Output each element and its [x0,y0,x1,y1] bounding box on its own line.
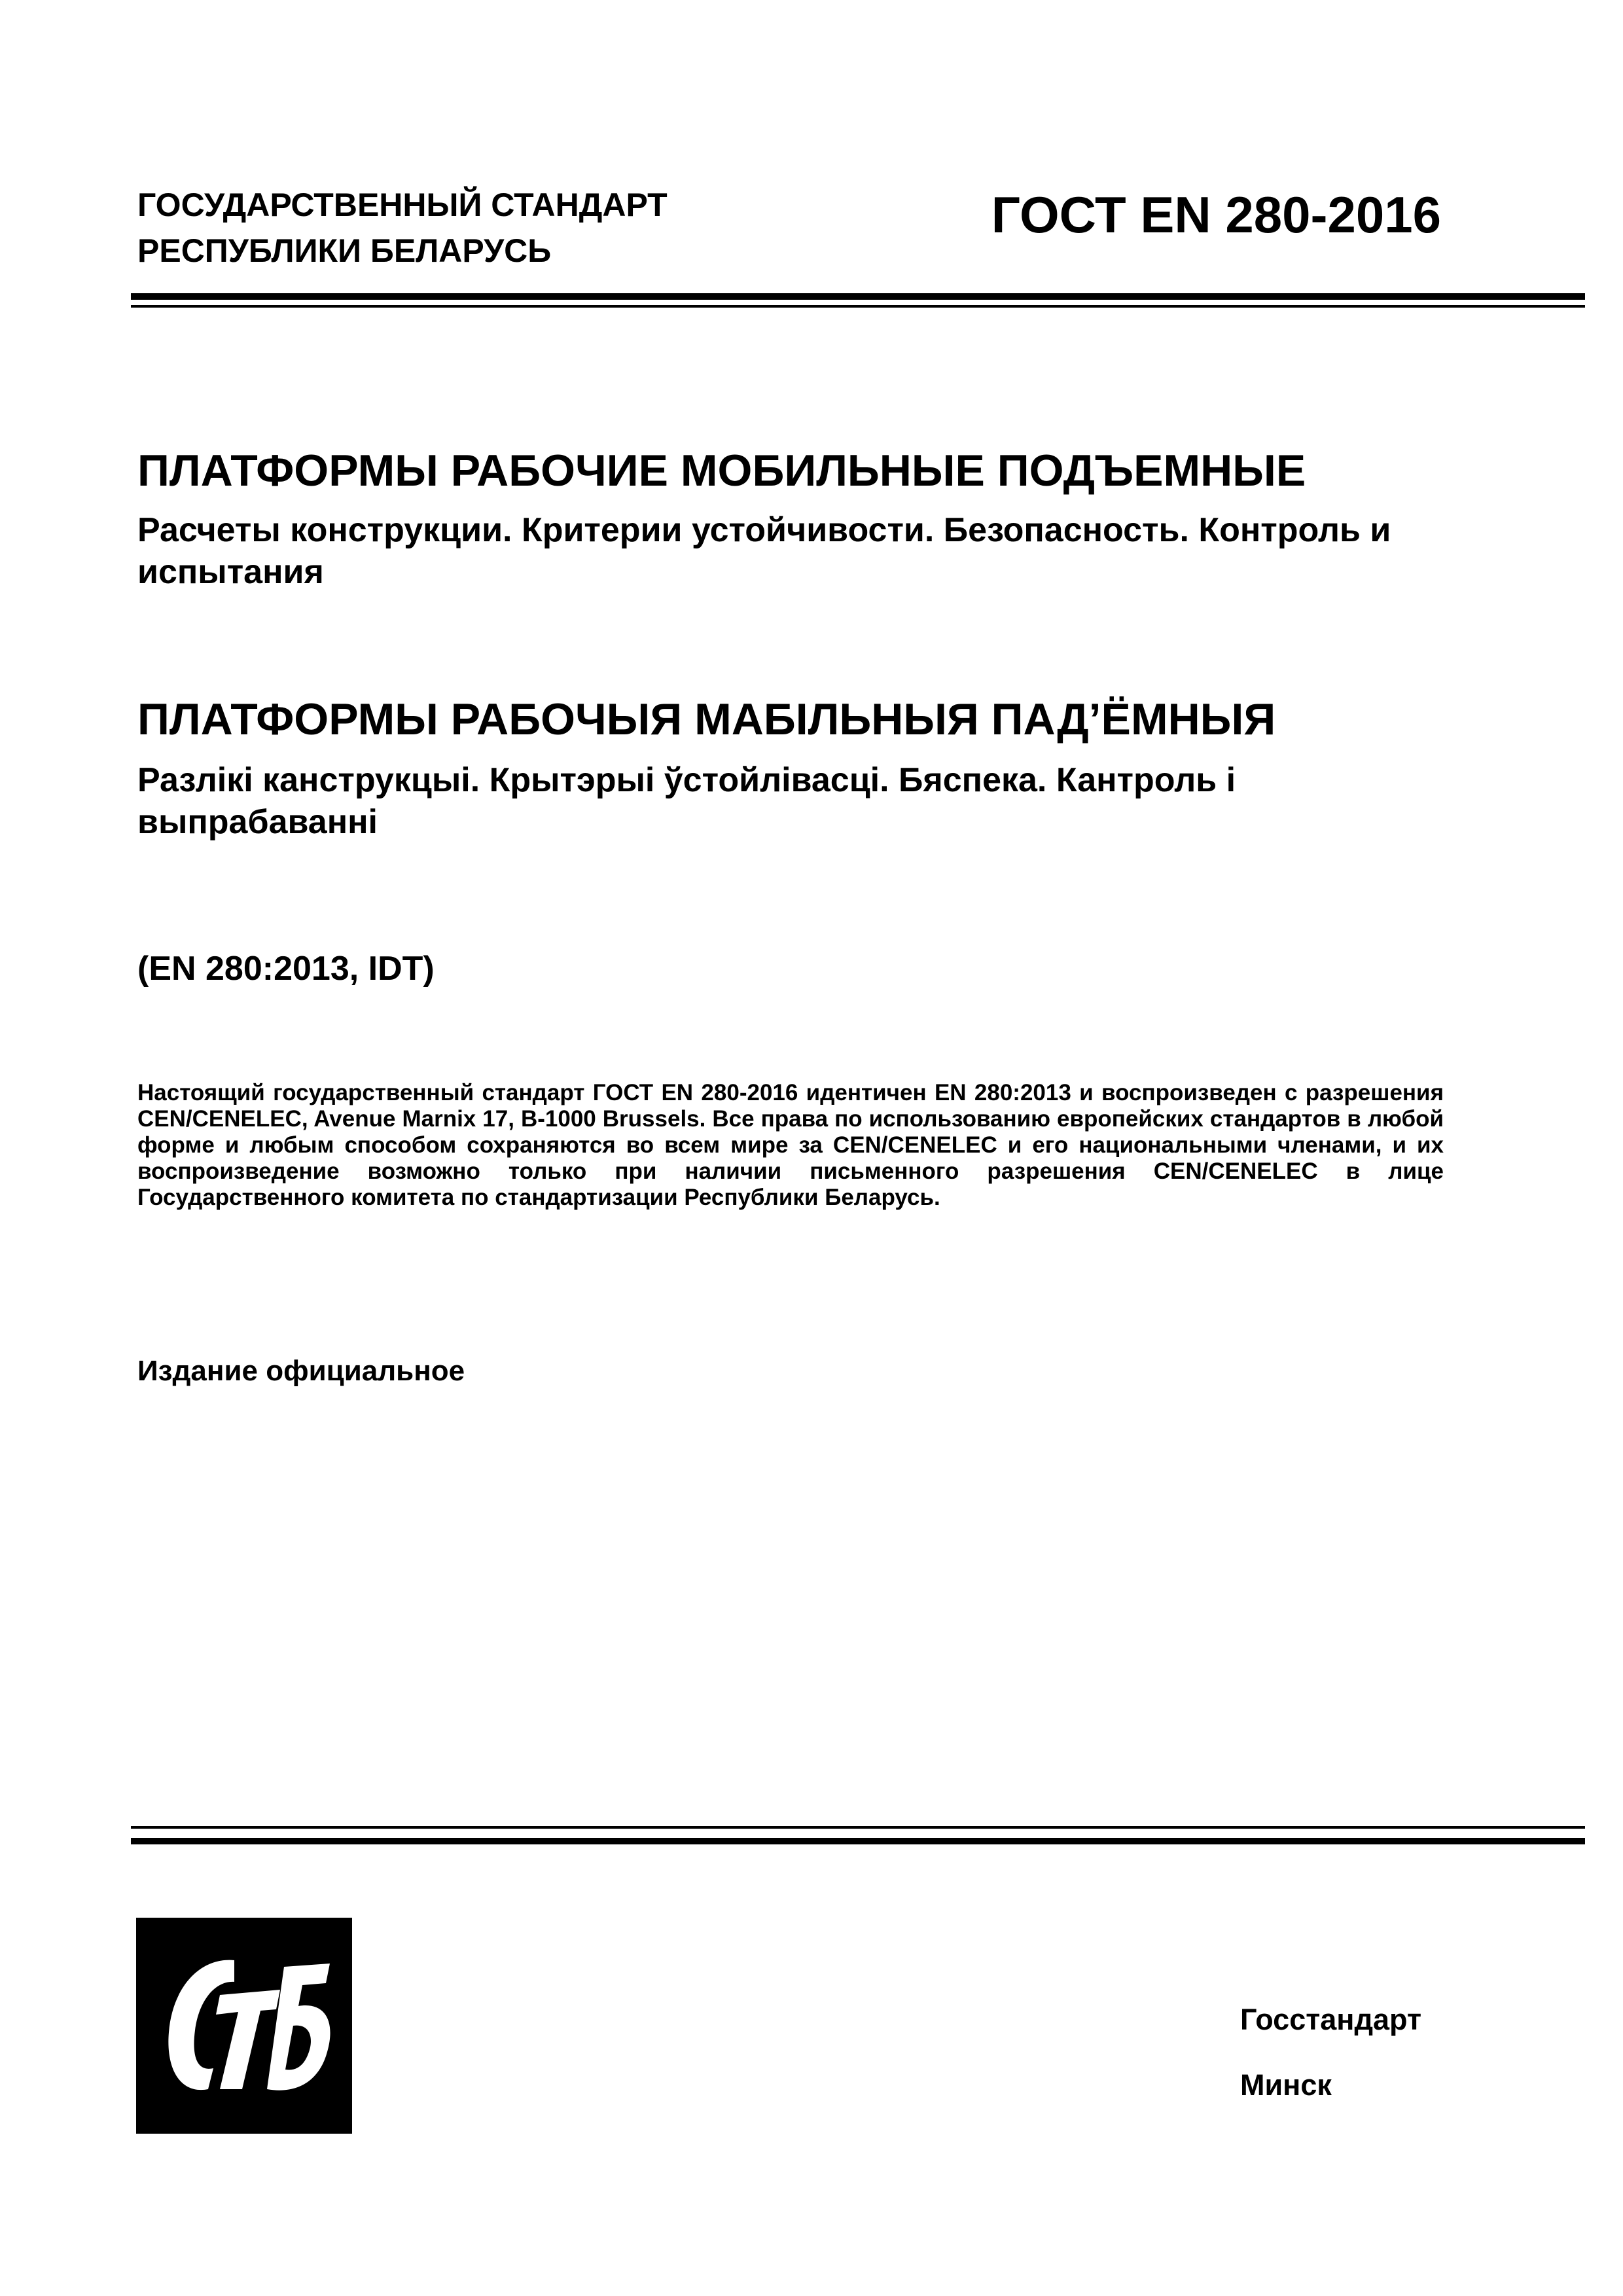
footer-rule-thin [131,1826,1585,1829]
stb-logo [136,1918,352,2134]
title-be-subtitle: Разлікі канструкцыі. Крытэрыі ўстойлівасці. Бяспека. Кантроль і выпрабаванні [137,761,1236,841]
publisher: Госстандарт [1240,2003,1421,2036]
title-be-main: ПЛАТФОРМЫ РАБОЧЫЯ МАБІЛЬНЫЯ ПАД’ЁМНЫЯ [137,694,1276,744]
footer-rule-thick [131,1838,1585,1844]
title-ru-main: ПЛАТФОРМЫ РАБОЧИЕ МОБИЛЬНЫЕ ПОДЪЕМНЫЕ [137,446,1306,495]
international-equivalence: (EN 280:2013, IDT) [137,950,435,988]
publication-city: Минск [1240,2068,1332,2102]
header-rule-thin [131,305,1585,308]
header-rule-thick [131,293,1585,300]
standard-organization: ГОСУДАРСТВЕННЫЙ СТАНДАРТ РЕСПУБЛИКИ БЕЛАРУСЬ [137,187,668,269]
copyright-notice: Настоящий государственный стандарт ГОСТ EN 280-2016 идентичен EN 280:2013 и воспроизведен с разрешения CEN/CENELEC, Avenue Marnix 17, B-1000 Brussels. Все права по использованию европейских стандартов в любой форме и любым способом сохраняются во всем мире за CEN/CENELEC и его национальными членами, и их воспроизведение возможно только при наличии письменного разрешения CEN/CENELEC в лице Государственного комитета по стандартизации Республики Беларусь. [137,1080,1444,1210]
standard-number: ГОСТ EN 280-2016 [991,186,1441,243]
official-edition-label: Издание официальное [137,1355,465,1387]
title-ru-subtitle: Расчеты конструкции. Критерии устойчивости. Безопасность. Контроль и испытания [137,511,1391,591]
